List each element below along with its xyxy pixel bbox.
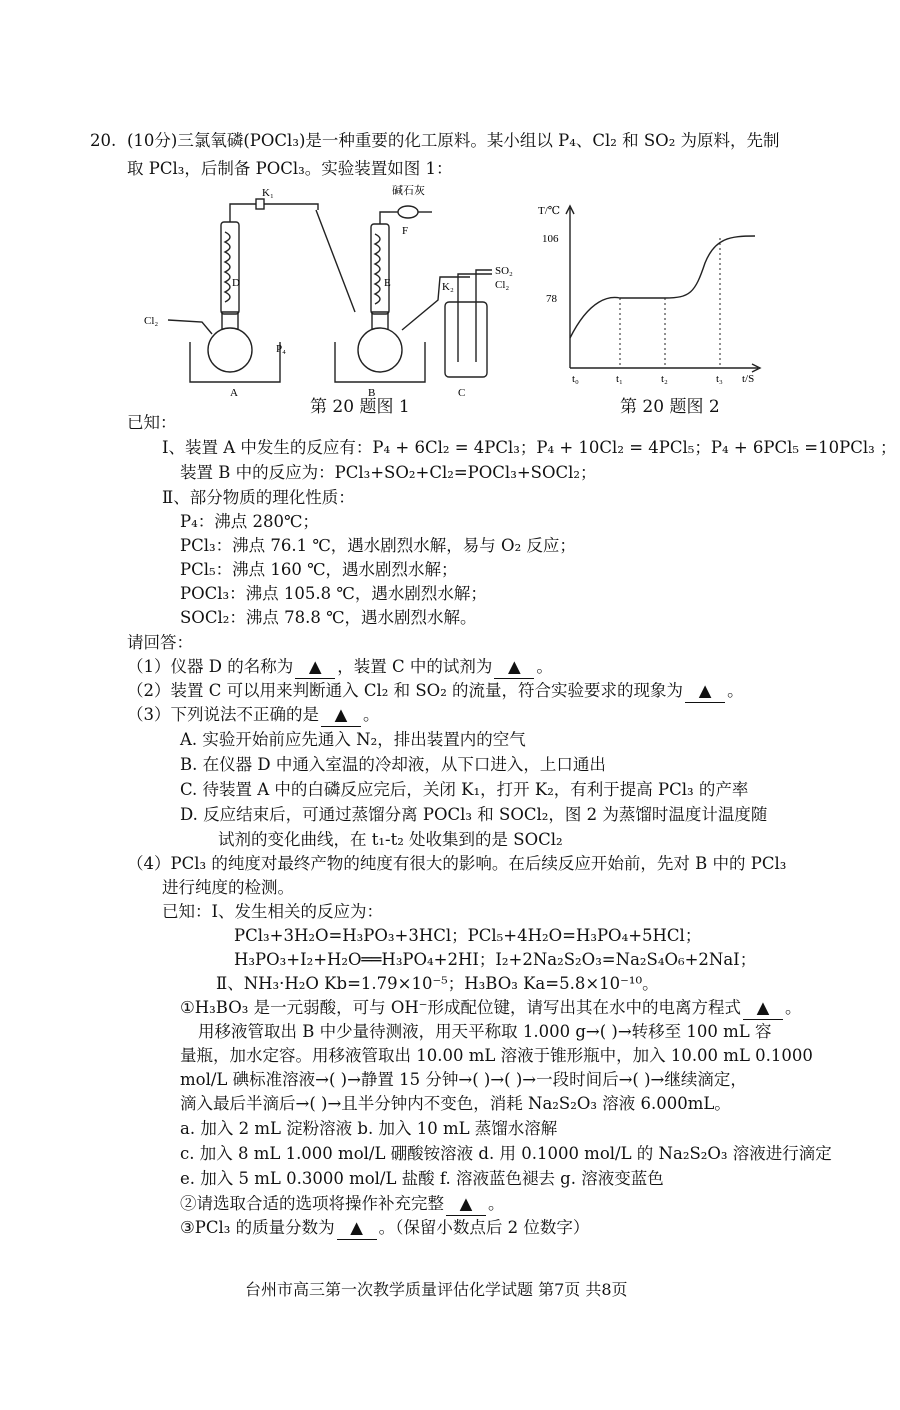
label-e: E (384, 277, 391, 289)
label-a: A (230, 387, 238, 399)
q4-proc-1: 用移液管取出 B 中少量待测液，用天平称取 1.000 g→( )→转移至 100 mL 容 (198, 1022, 772, 1041)
prop-socl2: SOCl₂：沸点 78.8 ℃，遇水剧烈水解。 (180, 608, 477, 627)
q1: （1）仪器 D 的名称为 ▲ ，装置 C 中的试剂为 ▲ 。 (127, 656, 553, 679)
q4-known-title: 已知：Ⅰ、发生相关的反应为： (162, 902, 384, 921)
known-ii-title: Ⅱ、部分物质的理化性质： (162, 488, 355, 507)
q3-option-d: D. 反应结束后，可通过蒸馏分离 POCl₃ 和 SOCl₂，图 2 为蒸馏时温度计温度随 (180, 805, 768, 824)
q3-option-d-cont: 试剂的变化曲线，在 t₁-t₂ 处收集到的是 SOCl₂ (218, 830, 563, 849)
q3-option-c: C. 待装置 A 中的白磷反应完后，关闭 K₁，打开 K₂，有利于提高 PCl₃ 的产率 (180, 780, 749, 799)
fig2-xtick-t2: t₂ (661, 373, 668, 385)
label-cl2-left: Cl₂ (144, 315, 159, 327)
q1-blank-1[interactable]: ▲ (295, 656, 335, 679)
label-d: D (232, 277, 240, 289)
prop-pcl5: PCl₅：沸点 160 ℃，遇水剧烈水解； (180, 560, 458, 579)
temperature-curve (530, 198, 770, 388)
q2: （2）装置 C 可以用来判断通入 Cl₂ 和 SO₂ 的流量，符合实验要求的现象为 ▲ 。 (127, 680, 744, 703)
q4-proc-3: mol/L 碘标准溶液→( )→静置 15 分钟→( )→( )→一段时间后→( )→继续滴定， (180, 1070, 747, 1089)
label-k1: K₁ (262, 187, 274, 199)
question-number: 20. (90, 131, 117, 150)
fig2-xtick-t0: t₀ (572, 373, 579, 385)
fig2-ytick-106: 106 (542, 233, 559, 245)
fig2-ytick-78: 78 (546, 293, 557, 305)
q4-sub2: ②请选取合适的选项将操作补充完整 ▲ 。 (180, 1193, 505, 1216)
q4-sub1-blank[interactable]: ▲ (743, 997, 783, 1020)
q4-choices-2: c. 加入 8 mL 1.000 mol/L 硼酸铵溶液 d. 用 0.1000 mol/L 的 Na₂S₂O₃ 溶液进行滴定 (180, 1144, 832, 1163)
q4-choices-1: a. 加入 2 mL 淀粉溶液 b. 加入 10 mL 蒸馏水溶解 (180, 1119, 558, 1138)
label-cl2-right: Cl₂ (495, 279, 510, 291)
prop-pocl3: POCl₃：沸点 105.8 ℃，遇水剧烈水解； (180, 584, 487, 603)
known-i-line2: 装置 B 中的反应为：PCl₃+SO₂+Cl₂=POCl₃+SOCl₂； (180, 463, 597, 482)
q4-line2: 进行纯度的检测。 (162, 878, 294, 897)
q2-blank[interactable]: ▲ (685, 680, 725, 703)
label-p4: P₄ (276, 343, 286, 355)
fig2-xlabel: t/S (742, 373, 755, 385)
fig2-xtick-t1: t₁ (616, 373, 623, 385)
q1-blank-2[interactable]: ▲ (494, 656, 534, 679)
q3-blank[interactable]: ▲ (321, 704, 361, 727)
known-title: 已知： (127, 413, 177, 432)
apparatus-diagram (140, 182, 540, 399)
q4-choices-3: e. 加入 5 mL 0.3000 mol/L 盐酸 f. 溶液蓝色褪去 g. 溶液变蓝色 (180, 1169, 664, 1188)
question-intro-line2: 取 PCl₃，后制备 POCl₃。实验装置如图 1： (127, 159, 453, 178)
q3-option-a: A. 实验开始前应先通入 N₂，排出装置内的空气 (180, 730, 526, 749)
q4-line1: （4）PCl₃ 的纯度对最终产物的纯度有很大的影响。在后续反应开始前，先对 B 中的 PCl₃ (127, 854, 787, 873)
q4-proc-4: 滴入最后半滴后→( )→且半分钟内不变色，消耗 Na₂S₂O₃ 溶液 6.000mL。 (180, 1094, 731, 1113)
figure2-caption: 第 20 题图 2 (620, 397, 720, 417)
label-c: C (458, 387, 466, 399)
label-jianshihui: 碱石灰 (392, 185, 425, 197)
prop-pcl3: PCl₃：沸点 76.1 ℃，遇水剧烈水解，易与 O₂ 反应； (180, 536, 576, 555)
q3-option-b: B. 在仪器 D 中通入室温的冷却液，从下口进入，上口通出 (180, 755, 606, 774)
fig2-ylabel: T/℃ (538, 205, 561, 217)
fig2-xtick-t3: t₃ (716, 373, 723, 385)
q4-proc-2: 量瓶，加水定容。用移液管取出 10.00 mL 溶液于锥形瓶中，加入 10.00 mL 0.1000 (180, 1046, 813, 1065)
prop-p4: P₄：沸点 280℃； (180, 512, 319, 531)
q4-eq1: PCl₃+3H₂O=H₃PO₃+3HCl；PCl₅+4H₂O=H₃PO₄+5HCl； (234, 926, 702, 945)
q3: （3）下列说法不正确的是 ▲ 。 (127, 704, 380, 727)
label-k2: K₂ (442, 281, 454, 293)
q4-eq2: H₃PO₃+I₂+H₂O══H₃PO₄+2HI；I₂+2Na₂S₂O₃=Na₂S₄O₆+2NaI； (234, 950, 757, 969)
label-so2: SO₂ (495, 265, 513, 277)
known-i-line1: Ⅰ、装置 A 中发生的反应有：P₄ + 6Cl₂ = 4PCl₃；P₄ + 10Cl₂ = 4PCl₅；P₄ + 6PCl₅ =10PCl₃ ； (162, 438, 897, 457)
answer-prompt: 请回答： (127, 633, 193, 652)
q4-sub3: ③PCl₃ 的质量分数为 ▲ 。（保留小数点后 2 位数字） (180, 1217, 589, 1240)
q4-sub1: ①H₃BO₃ 是一元弱酸，可与 OH⁻形成配位键，请写出其在水中的电离方程式 ▲ 。 (180, 997, 801, 1020)
q4-sub2-blank[interactable]: ▲ (446, 1193, 486, 1216)
label-b: B (368, 387, 376, 399)
figure1-caption: 第 20 题图 1 (310, 397, 410, 417)
label-f: F (402, 225, 409, 237)
page-footer: 台州市高三第一次教学质量评估化学试题 第7页 共8页 (245, 1280, 628, 1299)
q4-sub3-blank[interactable]: ▲ (337, 1217, 377, 1240)
q4-eq3: Ⅱ、NH₃·H₂O Kb=1.79×10⁻⁵；H₃BO₃ Ka=5.8×10⁻¹⁰。 (216, 974, 659, 993)
question-intro-line1: (10分)三氯氧磷(POCl₃)是一种重要的化工原料。某小组以 P₄、Cl₂ 和 SO₂ 为原料，先制 (127, 131, 780, 150)
